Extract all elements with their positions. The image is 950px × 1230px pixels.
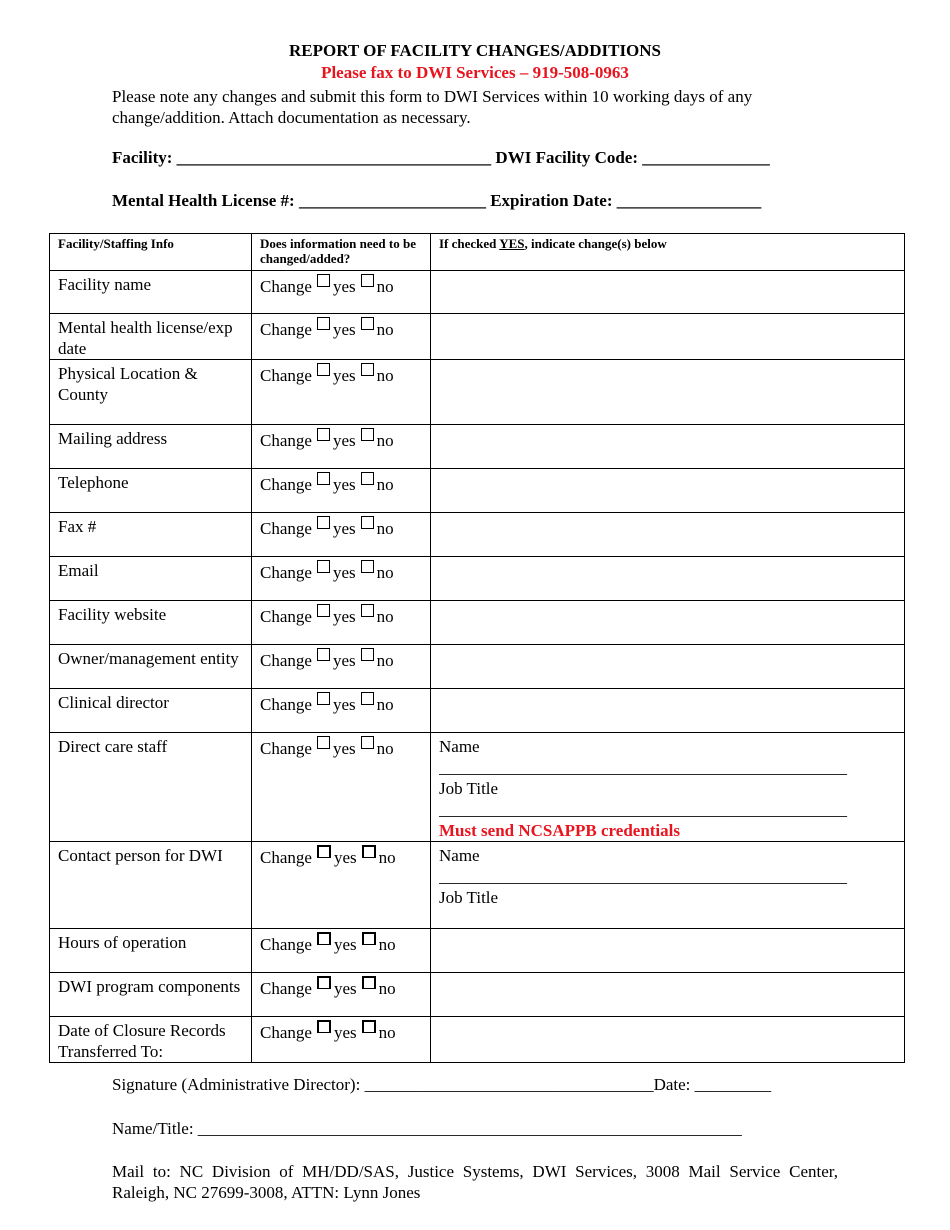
yes-label: yes [332, 607, 356, 626]
no-label: no [378, 848, 396, 867]
table-row [50, 601, 905, 645]
no-label: no [378, 1023, 396, 1042]
row-label: Physical Location & County [50, 360, 252, 425]
row-label: Hours of operation [50, 929, 252, 973]
row-label: Facility name [50, 271, 252, 314]
yes-label: yes [332, 563, 356, 582]
yes-checkbox[interactable] [317, 648, 330, 661]
change-label: Change [260, 431, 312, 450]
no-label: no [376, 651, 394, 670]
name-title-input[interactable]: ________________________________________________________________ [197, 1119, 742, 1138]
change-label: Change [260, 695, 312, 714]
yes-label: yes [332, 739, 356, 758]
change-choice-cell [252, 557, 431, 601]
job-title-label: Job Title [439, 888, 499, 907]
change-details-cell[interactable] [431, 973, 905, 1017]
signature-input[interactable]: __________________________________ [364, 1075, 654, 1094]
change-choice-cell [252, 733, 431, 842]
row-label: Telephone [50, 469, 252, 513]
change-details-cell[interactable] [431, 271, 905, 314]
no-checkbox[interactable] [361, 363, 374, 376]
no-label: no [376, 739, 394, 758]
expiration-label: Expiration Date: [490, 191, 613, 210]
change-details-cell[interactable] [431, 314, 905, 360]
date-input[interactable]: _________ [694, 1075, 772, 1094]
no-label: no [376, 563, 394, 582]
change-choice-cell [252, 645, 431, 689]
name-title-label: Name/Title: [112, 1119, 194, 1138]
change-label: Change [260, 848, 312, 867]
yes-label: yes [333, 1023, 357, 1042]
license-row [112, 191, 852, 211]
yes-checkbox[interactable] [317, 363, 330, 376]
no-checkbox[interactable] [362, 976, 376, 989]
yes-label: yes [333, 979, 357, 998]
row-label: Mental health license/exp date [50, 314, 252, 360]
change-choice-cell [252, 689, 431, 733]
license-input[interactable]: ______________________ [298, 191, 486, 210]
facility-label: Facility: [112, 148, 173, 167]
no-checkbox[interactable] [362, 1020, 376, 1033]
no-label: no [376, 366, 394, 385]
change-details-cell[interactable] [431, 425, 905, 469]
col-indicate-changes-header: If checked YES, indicate change(s) below [431, 234, 905, 271]
yes-checkbox[interactable] [317, 560, 330, 573]
change-label: Change [260, 475, 312, 494]
change-choice-cell [252, 271, 431, 314]
table-row [50, 645, 905, 689]
no-checkbox[interactable] [361, 692, 374, 705]
col-change-needed-header: Does information need to be changed/added? [252, 234, 431, 271]
signature-row [112, 1075, 840, 1095]
no-checkbox[interactable] [361, 428, 374, 441]
yes-label: yes [332, 431, 356, 450]
no-checkbox[interactable] [361, 648, 374, 661]
row-label: Contact person for DWI [50, 842, 252, 929]
job-title-entry-line[interactable]: ________________________________________________ [439, 800, 847, 819]
row-label: Clinical director [50, 689, 252, 733]
name-label: Name [439, 737, 480, 756]
no-checkbox[interactable] [361, 274, 374, 287]
change-details-cell[interactable] [431, 1017, 905, 1063]
change-label: Change [260, 651, 312, 670]
no-label: no [378, 979, 396, 998]
change-details-cell[interactable] [431, 733, 905, 842]
no-label: no [376, 320, 394, 339]
yes-label: yes [332, 695, 356, 714]
col-facility-info-header: Facility/Staffing Info [50, 234, 252, 271]
change-label: Change [260, 979, 312, 998]
facility-input[interactable]: _____________________________________ [176, 148, 492, 167]
yes-checkbox[interactable] [317, 845, 331, 858]
row-label: Fax # [50, 513, 252, 557]
intro-text: Please note any changes and submit this form to DWI Services within 10 working days of any change/addition. Attach documentation as necessary. [112, 87, 753, 127]
row-label: Direct care staff [50, 733, 252, 842]
change-choice-cell [252, 929, 431, 973]
table-row [50, 557, 905, 601]
table-row [50, 929, 905, 973]
change-choice-cell [252, 513, 431, 557]
table-row [50, 513, 905, 557]
row-label: DWI program components [50, 973, 252, 1017]
table-header-row [50, 234, 905, 271]
no-checkbox[interactable] [362, 845, 376, 858]
change-details-cell[interactable] [431, 929, 905, 973]
no-checkbox[interactable] [361, 736, 374, 749]
no-label: no [376, 431, 394, 450]
yes-checkbox[interactable] [317, 692, 330, 705]
table-row [50, 425, 905, 469]
yes-checkbox[interactable] [317, 472, 330, 485]
dwi-code-label: DWI Facility Code: [495, 148, 639, 167]
row-label: Mailing address [50, 425, 252, 469]
name-entry-line[interactable]: ________________________________________________ [439, 867, 847, 886]
name-label: Name [439, 846, 480, 865]
name-title-row [112, 1119, 840, 1139]
expiration-input[interactable]: _________________ [616, 191, 762, 210]
change-label: Change [260, 1023, 312, 1042]
yes-label: yes [332, 519, 356, 538]
no-checkbox[interactable] [361, 472, 374, 485]
yes-label: yes [332, 320, 356, 339]
table-row [50, 842, 905, 929]
change-choice-cell [252, 314, 431, 360]
date-label: Date: [653, 1075, 691, 1094]
dwi-code-input[interactable]: _______________ [642, 148, 770, 167]
change-choice-cell [252, 1017, 431, 1063]
change-choice-cell [252, 360, 431, 425]
yes-label: yes [333, 935, 357, 954]
table-row [50, 689, 905, 733]
fax-note: Please fax to DWI Services – 919-508-0963 [321, 63, 629, 82]
credentials-note: Must send NCSAPPB credentials [439, 821, 680, 840]
change-label: Change [260, 366, 312, 385]
table-row [50, 360, 905, 425]
row-label: Facility website [50, 601, 252, 645]
facility-changes-table [49, 233, 905, 1063]
no-label: no [376, 695, 394, 714]
form-title: REPORT OF FACILITY CHANGES/ADDITIONS [288, 41, 662, 60]
no-checkbox[interactable] [361, 604, 374, 617]
no-checkbox[interactable] [361, 317, 374, 330]
change-label: Change [260, 277, 312, 296]
mail-to-address: Mail to: NC Division of MH/DD/SAS, Justice Systems, DWI Services, 3008 Mail Service Center, Raleigh, NC 27699-3008, ATTN: Lynn Jones [112, 1162, 838, 1202]
yes-checkbox[interactable] [317, 317, 330, 330]
change-choice-cell [252, 469, 431, 513]
table-row [50, 1017, 905, 1063]
change-details-cell[interactable] [431, 689, 905, 733]
change-details-cell[interactable] [431, 842, 905, 929]
change-choice-cell [252, 842, 431, 929]
signature-label: Signature (Administrative Director): [112, 1075, 361, 1094]
yes-label: yes [332, 277, 356, 296]
yes-checkbox[interactable] [317, 932, 331, 945]
change-choice-cell [252, 973, 431, 1017]
change-label: Change [260, 519, 312, 538]
license-label: Mental Health License #: [112, 191, 295, 210]
no-checkbox[interactable] [362, 932, 376, 945]
row-label: Date of Closure Records Transferred To: [50, 1017, 252, 1063]
change-details-cell[interactable] [431, 645, 905, 689]
yes-checkbox[interactable] [317, 516, 330, 529]
change-details-cell[interactable] [431, 469, 905, 513]
change-details-cell[interactable] [431, 513, 905, 557]
yes-label: yes [332, 475, 356, 494]
no-label: no [378, 935, 396, 954]
change-label: Change [260, 320, 312, 339]
row-label: Email [50, 557, 252, 601]
change-label: Change [260, 935, 312, 954]
yes-label: yes [333, 848, 357, 867]
yes-checkbox[interactable] [317, 428, 330, 441]
yes-checkbox[interactable] [317, 976, 331, 989]
yes-checkbox[interactable] [317, 274, 330, 287]
table-row [50, 973, 905, 1017]
no-label: no [376, 475, 394, 494]
table-row [50, 733, 905, 842]
yes-checkbox[interactable] [317, 736, 330, 749]
change-details-cell[interactable] [431, 360, 905, 425]
yes-label: yes [332, 651, 356, 670]
yes-checkbox[interactable] [317, 1020, 331, 1033]
no-label: no [376, 277, 394, 296]
change-choice-cell [252, 601, 431, 645]
table-row [50, 271, 905, 314]
yes-label: yes [332, 366, 356, 385]
name-entry-line[interactable]: ________________________________________________ [439, 758, 847, 777]
change-details-cell[interactable] [431, 557, 905, 601]
change-label: Change [260, 563, 312, 582]
no-checkbox[interactable] [361, 560, 374, 573]
facility-row [112, 148, 852, 168]
no-label: no [376, 607, 394, 626]
no-checkbox[interactable] [361, 516, 374, 529]
yes-checkbox[interactable] [317, 604, 330, 617]
no-label: no [376, 519, 394, 538]
change-choice-cell [252, 425, 431, 469]
table-row [50, 314, 905, 360]
change-details-cell[interactable] [431, 601, 905, 645]
table-row [50, 469, 905, 513]
change-label: Change [260, 739, 312, 758]
row-label: Owner/management entity [50, 645, 252, 689]
job-title-label: Job Title [439, 779, 499, 798]
change-label: Change [260, 607, 312, 626]
